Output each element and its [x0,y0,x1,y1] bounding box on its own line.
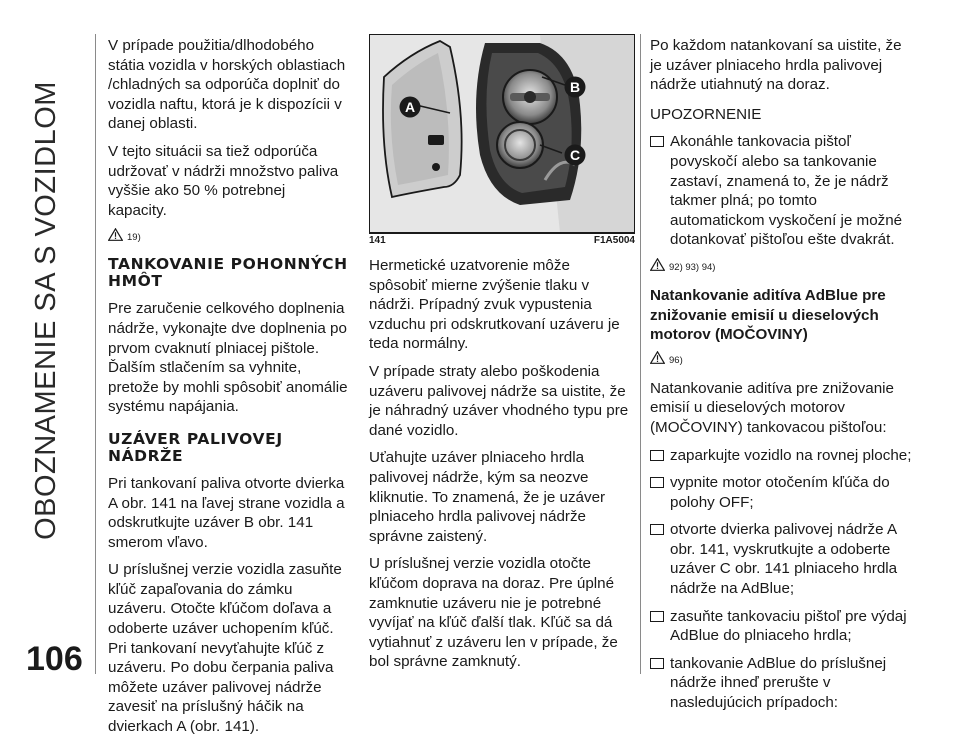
checkbox-bullet-icon [650,611,664,622]
label-a [400,97,421,118]
side-section-title [20,40,72,580]
paragraph: V tejto situácii sa tiež odporúča udržovať v nádrži množstvo paliva vyššie ako 50 % potrebnej kapacity. [108,142,339,219]
checkbox-bullet-icon [650,524,664,535]
warning-ref [650,351,912,371]
paragraph: Uťahujte uzáver plniaceho hrdla palivovej nádrže, kým sa neozve kliknutie. To znamená, že je uzáver plniaceho hrdla palivovej nádrže správne zaistený. [369,449,606,545]
paragraph: U príslušnej verzie vozidla otočte kľúčom doprava na doraz. Pre úplné zamknutie uzáveru nie je potrebné vyvíjať na kľúč ďalší tlak. Kľúč sa dá vytiahnuť z uzáveru len v prípade, že bol správne zamknutý. [369,555,618,671]
fuel-door-illustration [370,35,634,233]
paragraph: Pri tankovaní paliva otvorte dvierka A obr. 141 na ľavej strane vozidla a odskrutkujte uzáver B obr. 141 smerom vľavo. [108,474,345,551]
paragraph: Hermetické uzatvorenie môže spôsobiť mierne zvýšenie tlaku v nádrži. Prípadný zvuk vypustenia vzduchu pri odskrutkovaní uzáveru je teda normálny. [369,257,620,353]
section-heading: UZÁVER PALIVOVEJ NÁDRŽE [108,429,283,465]
adblue-cap-c [497,122,543,168]
column-3 [650,36,912,721]
warning-triangle-icon [650,258,665,271]
section-heading: TANKOVANIE POHONNÝCH HMÔT [108,255,348,291]
column-1 [108,36,348,745]
warning-ref [650,258,912,278]
paragraph: U príslušnej verzie vozidla zasuňte kľúč zapaľovania do zámku uzáveru. Otočte kľúčom doľava a odoberte uzáver uchopením kľúč. Pri tankovaní nevyťahujte kľúč z uzáveru. Po dobu čerpania paliva môžete uzáver palivovej nádrže zavesiť na príslušný háčik na dvierkach A (obr. 141). [108,561,342,736]
paragraph: Po každom natankovaní sa uistite, že je uzáver plniaceho hrdla palivovej nádrže utiahnutý na doraz. [650,37,902,94]
list-item [650,520,912,598]
list-item [650,132,912,250]
page-number: 106 [26,640,83,678]
upozornenie-label: UPOZORNENIE [650,105,762,123]
list-item-text: tankovanie AdBlue do príslušnej nádrže ihneď prerušte v nasledujúcich prípadoch: [670,654,887,712]
paragraph: Pre zaručenie celkového doplnenia nádrže, vykonajte dve doplnenia po prvom cvaknutí plniacej pištole. Ďalším stlačením sa vyhnite, pretože by mohli spôsobiť anomálie systému napájania. [108,300,348,416]
figure-fuel-door [369,34,635,234]
warning-ref-number: 96) [669,354,683,366]
svg-text:B: B [569,79,581,95]
checkbox-bullet-icon [650,136,664,147]
paragraph: V prípade použitia/dlhodobého státia vozidla v horských oblastiach /chladných sa odporúča doplniť do vozidla naftu, ktorá je k dispozícii v danej oblasti. [108,37,346,133]
paragraph: Natankovanie aditíva pre znižovanie emisií u dieselových motorov (MOČOVINY) tankovacou pištoľou: [650,379,894,436]
warning-ref-number: 92) 93) 94) [669,261,716,273]
list-item-text: zaparkujte vozidlo na rovnej ploche; [670,446,912,464]
paragraph: V prípade straty alebo poškodenia uzáveru palivovej nádrže sa uistite, že je náhradný uzáver vhodného typu pre dané vozidlo. [369,362,629,439]
warning-triangle-icon [108,228,123,241]
checkbox-bullet-icon [650,477,664,488]
column-rule-left [95,34,96,674]
column-2 [369,256,631,680]
column-rule-right [640,34,641,674]
list-item [650,654,912,713]
list-item-text: zasuňte tankovaciu pištoľ pre výdaj AdBlue do plniaceho hrdla; [670,607,907,645]
list-item [650,446,912,466]
list-item-text: Akonáhle tankovacia pištoľ povyskočí alebo sa tankovanie zastaví, znamená to, že je nádrž takmer plná; po tomto automatickom vyskočení je možné dotankovať pištoľou ešte dvakrát. [670,133,903,249]
fuel-cap-b [503,70,557,124]
list-item-text: otvorte dvierka palivovej nádrže A obr. 141, vyskrutkujte a odoberte uzáver C obr. 141 plniaceho hrdla nádrže na AdBlue; [670,521,898,598]
list-item-text: vypnite motor otočením kľúča do polohy OFF; [670,474,890,511]
list-item [650,607,912,646]
section-heading: Natankovanie aditíva AdBlue pre znižovanie emisií u dieselových motorov (MOČOVINY) [650,286,886,344]
warning-ref-number: 19) [127,232,141,244]
svg-text:C: C [569,147,581,163]
label-c [565,145,586,166]
figure-caption [369,232,635,251]
warning-triangle-icon [650,351,665,364]
list-item [650,473,912,512]
warning-ref [108,228,348,248]
checkbox-bullet-icon [650,658,664,669]
svg-text:A: A [404,99,416,115]
checkbox-bullet-icon [650,450,664,461]
figure-code: F1A5004 [593,235,635,246]
side-title-text: OBOZNAMENIE SA S VOZIDLOM [29,80,62,540]
label-b [565,77,586,98]
figure-number: 141 [369,235,386,246]
